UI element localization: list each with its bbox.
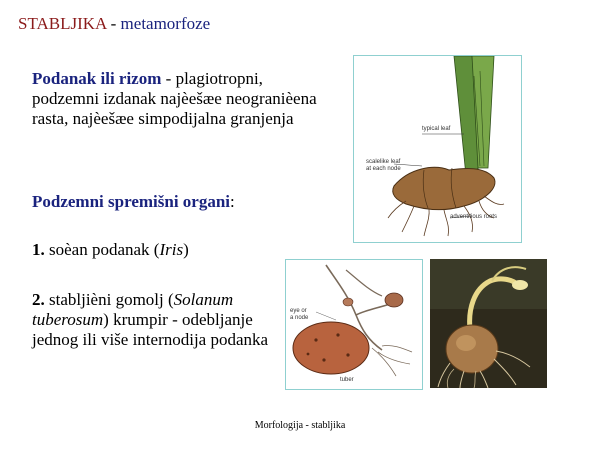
tuber-photo xyxy=(430,259,547,388)
title-sub: metamorfoze xyxy=(120,14,211,33)
tuber-illustration xyxy=(286,260,422,389)
title-main: STABLJIKA xyxy=(18,14,107,33)
item-1-number: 1. xyxy=(32,240,45,259)
item-2-text-2: ) krumpir - odebljanje jednog ili više internodija podanka xyxy=(32,310,269,349)
item-1-latin: Iris xyxy=(159,240,184,259)
page-title xyxy=(18,14,210,34)
label-typical-leaf: typical leaf xyxy=(422,126,451,132)
item-2-number: 2. xyxy=(32,290,45,309)
label-a-node: a node xyxy=(290,315,309,321)
label-at-each-node: at each node xyxy=(366,166,401,172)
tuber-figure xyxy=(285,259,423,390)
label-adventitious-roots: adventitious roots xyxy=(450,214,498,220)
rhizome-text: - plagiotropni, podzemni izdanak najèešæe neogranièena rasta, najèešæe simpodijalna granjenja xyxy=(32,69,317,128)
storage-heading-text: Podzemni spremišni organi xyxy=(32,192,231,211)
label-tuber: tuber xyxy=(340,377,354,383)
label-scalelike-leaf: scalelike leaf xyxy=(366,159,401,165)
storage-heading xyxy=(32,192,332,212)
item-1-close: ) xyxy=(183,240,189,259)
rhizome-paragraph xyxy=(32,69,332,129)
rhizome-figure xyxy=(353,55,522,243)
label-eye-or: eye or xyxy=(290,308,307,314)
item-2-text-1: stabljièni gomolj ( xyxy=(44,290,174,309)
sprouting-tuber-photo xyxy=(430,259,547,388)
rhizome-term: Podanak ili rizom xyxy=(32,69,162,88)
page-footer: Morfologija - stabljika xyxy=(254,420,346,431)
item-2 xyxy=(32,290,282,350)
storage-colon: : xyxy=(230,192,235,211)
title-separator: - xyxy=(106,14,121,33)
item-2-latin: Solanum tuberosum xyxy=(32,290,234,329)
item-1 xyxy=(32,240,332,260)
item-1-text: soèan podanak ( xyxy=(44,240,160,259)
